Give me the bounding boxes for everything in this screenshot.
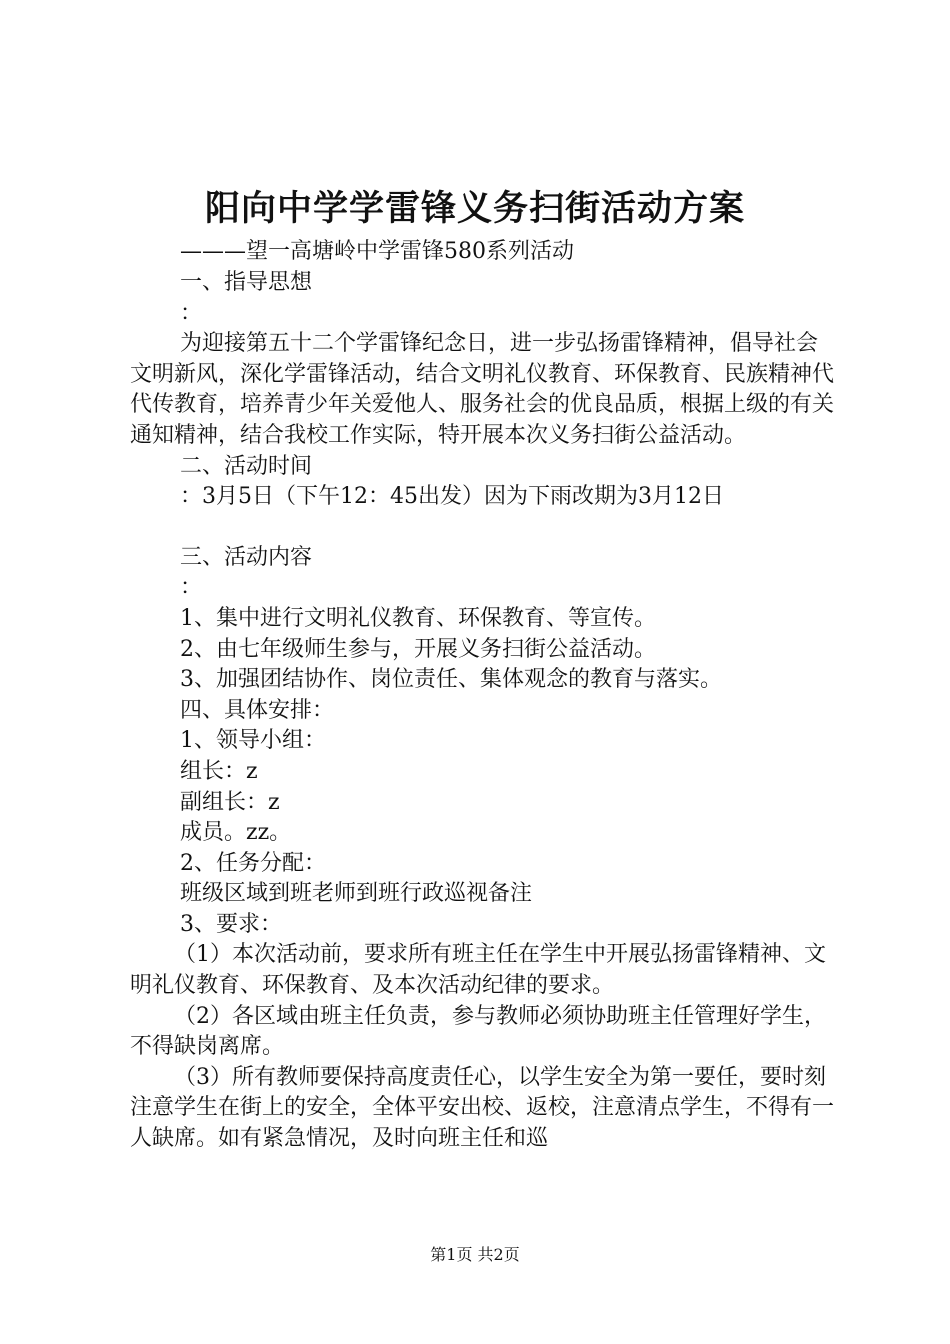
deputy-leader: 副组长：z <box>180 789 280 815</box>
paragraph-intro: 为迎接第五十二个学雷锋纪念日，进一步弘扬雷锋精神，倡导社会文明新风，深化学雷锋活动，结合文明礼仪教育、环保教育、民族精神代代传教育，培养青少年关爱他人、服务社会的优良品质，根据上级的有关通知精神，结合我校工作实际，特开展本次义务扫街公益活动。 <box>130 331 835 448</box>
blank-line <box>130 513 835 543</box>
requirement-2: （2）各区域由班主任负责，参与教师必须协助班主任管理好学生，不得缺岗离席。 <box>130 1003 826 1060</box>
document-body <box>130 268 835 1155</box>
assignment-table-header: 班级区域到班老师到班行政巡视备注 <box>180 881 533 907</box>
document-title: 阳向中学学雷锋义务扫街活动方案 <box>204 188 745 229</box>
group-leader: 组长：z <box>180 758 258 784</box>
content-item-1: 1、集中进行文明礼仪教育、环保教育、等宣传。 <box>180 605 656 631</box>
section-heading-4: 四、具体安排： <box>180 697 335 723</box>
content-item-2: 2、由七年级师生参与，开展义务扫街公益活动。 <box>180 636 656 662</box>
task-assignment: 2、任务分配： <box>180 850 326 876</box>
requirement-3: （3）所有教师要保持高度责任心，以学生安全为第一要任，要时刻注意学生在街上的安全，全体平安出校、返校，注意清点学生，不得有一人缺席。如有紧急情况，及时向班主任和巡 <box>130 1064 835 1152</box>
section-heading-3: 三、活动内容 <box>180 544 313 570</box>
colon-line: ： <box>180 300 203 326</box>
leadership-group: 1、领导小组： <box>180 728 326 754</box>
document-subtitle: ———望一高塘岭中学雷锋580系列活动 <box>180 239 574 264</box>
colon-line: ： <box>180 575 203 601</box>
section-heading-1: 一、指导思想 <box>180 270 313 295</box>
members: 成员。zz。 <box>180 820 292 846</box>
page-footer: 第1页 共2页 <box>430 1245 520 1264</box>
activity-time: ：3月5日（下午12：45出发）因为下雨改期为3月12日 <box>180 484 724 510</box>
content-item-3: 3、加强团结协作、岗位责任、集体观念的教育与落实。 <box>180 667 722 693</box>
requirement-1: （1）本次活动前，要求所有班主任在学生中开展弘扬雷锋精神、文明礼仪教育、环保教育、及本次活动纪律的要求。 <box>130 942 826 999</box>
section-heading-2: 二、活动时间 <box>180 453 313 479</box>
requirements-heading: 3、要求： <box>180 911 282 937</box>
